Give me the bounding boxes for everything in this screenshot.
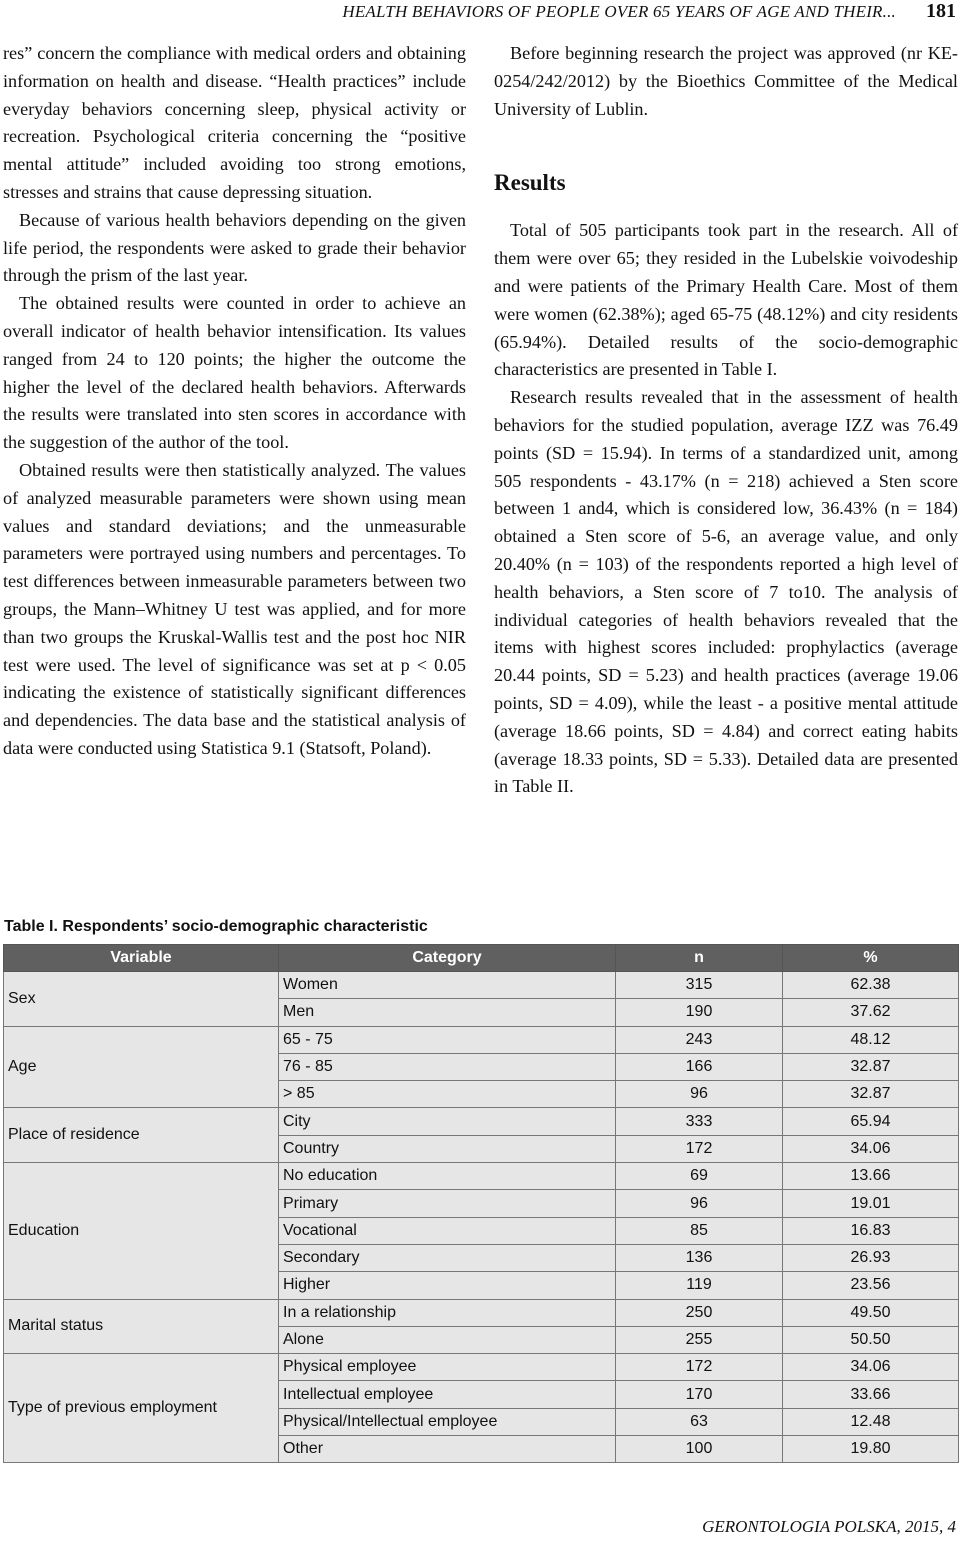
percent-cell: 37.62 <box>783 999 959 1026</box>
right-column <box>494 40 958 801</box>
column-header-category: Category <box>279 945 616 972</box>
n-cell: 96 <box>616 1081 783 1108</box>
table-caption: Table I. Respondents’ socio-demographic characteristic <box>4 918 428 935</box>
paragraph: Before beginning research the project was approved (nr KE-0254/242/2012) by the Bioethics Committee of the Medical University of Lublin. <box>494 43 958 119</box>
table-header-row <box>4 945 959 972</box>
variable-cell: Place of residence <box>4 1108 279 1163</box>
table-row <box>4 1354 959 1381</box>
table-row <box>4 1026 959 1053</box>
n-cell: 333 <box>616 1108 783 1135</box>
category-cell: Intellectual employee <box>279 1381 616 1408</box>
column-header-percent: % <box>783 945 959 972</box>
category-cell: Physical employee <box>279 1354 616 1381</box>
percent-cell: 48.12 <box>783 1026 959 1053</box>
section-heading-results: Results <box>494 170 566 196</box>
n-cell: 172 <box>616 1135 783 1162</box>
category-cell: Primary <box>279 1190 616 1217</box>
paragraph: Obtained results were then statistically analyzed. The values of analyzed measurable parameters were shown using mean values and standard deviations; and the unmeasurable parameters were portrayed using numbers and percentages. To test differences between inmeasurable parameters between two groups, the Mann–Whitney U test was applied, and for more than two groups the Kruskal-Wallis test and the post hoc NIR test were used. The level of significance was set at p < 0.05 indicating the existence of statistically significant differences and dependencies. The data base and the statistical analysis of data were conducted using Statistica 9.1 (Statsoft, Poland). <box>3 459 466 758</box>
n-cell: 255 <box>616 1326 783 1353</box>
percent-cell: 62.38 <box>783 972 959 999</box>
paragraph: Total of 505 participants took part in the research. All of them were over 65; they resided in the Lubelskie voivodeship and were patients of the Primary Health Care. Most of them were women (62.38%); aged 65-75 (48.12%) and city residents (65.94%). Detailed results of the socio-demographic characteristics are presented in Table I. <box>494 220 958 380</box>
paragraph: The obtained results were counted in order to achieve an overall indicator of health behavior intensification. Its values ranged from 24 to 120 points; the higher the outcome the higher the level of the declared health behaviors. Afterwards the results were translated into sten scores in accordance with the suggestion of the author of the tool. <box>3 293 466 453</box>
n-cell: 315 <box>616 972 783 999</box>
variable-cell: Age <box>4 1026 279 1108</box>
percent-cell: 23.56 <box>783 1272 959 1299</box>
category-cell: 65 - 75 <box>279 1026 616 1053</box>
journal-footer: GERONTOLOGIA POLSKA, 2015, 4 <box>702 1517 956 1536</box>
category-cell: Vocational <box>279 1217 616 1244</box>
n-cell: 85 <box>616 1217 783 1244</box>
variable-cell: Marital status <box>4 1299 279 1354</box>
variable-cell: Sex <box>4 972 279 1027</box>
n-cell: 119 <box>616 1272 783 1299</box>
category-cell: Country <box>279 1135 616 1162</box>
table-row <box>4 1299 959 1326</box>
category-cell: No education <box>279 1163 616 1190</box>
column-header-variable: Variable <box>4 945 279 972</box>
page-header <box>0 0 960 30</box>
percent-cell: 19.01 <box>783 1190 959 1217</box>
percent-cell: 16.83 <box>783 1217 959 1244</box>
category-cell: 76 - 85 <box>279 1053 616 1080</box>
category-cell: In a relationship <box>279 1299 616 1326</box>
category-cell: Women <box>279 972 616 999</box>
percent-cell: 49.50 <box>783 1299 959 1326</box>
category-cell: > 85 <box>279 1081 616 1108</box>
category-cell: Secondary <box>279 1244 616 1271</box>
percent-cell: 32.87 <box>783 1081 959 1108</box>
variable-cell: Type of previous employment <box>4 1354 279 1463</box>
category-cell: Higher <box>279 1272 616 1299</box>
table-row <box>4 1108 959 1135</box>
category-cell: Men <box>279 999 616 1026</box>
n-cell: 170 <box>616 1381 783 1408</box>
left-column <box>3 40 466 763</box>
percent-cell: 34.06 <box>783 1354 959 1381</box>
table-row <box>4 1163 959 1190</box>
percent-cell: 19.80 <box>783 1436 959 1463</box>
n-cell: 69 <box>616 1163 783 1190</box>
n-cell: 100 <box>616 1436 783 1463</box>
n-cell: 172 <box>616 1354 783 1381</box>
n-cell: 63 <box>616 1408 783 1435</box>
n-cell: 96 <box>616 1190 783 1217</box>
table-row <box>4 972 959 999</box>
n-cell: 166 <box>616 1053 783 1080</box>
percent-cell: 13.66 <box>783 1163 959 1190</box>
percent-cell: 65.94 <box>783 1108 959 1135</box>
n-cell: 136 <box>616 1244 783 1271</box>
category-cell: Alone <box>279 1326 616 1353</box>
paragraph: res” concern the compliance with medical orders and obtaining information on health and disease. “Health practices” include everyday behaviors concerning sleep, physical activity or recreation. Psychological criteria concerning the “positive mental attitude” included avoiding too strong emotions, stresses and strains that cause depressing situation. <box>3 43 466 202</box>
paragraph: Because of various health behaviors depending on the given life period, the respondents were asked to grade their behavior through the prism of the last year. <box>3 209 466 286</box>
running-title: HEALTH BEHAVIORS OF PEOPLE OVER 65 YEARS OF AGE AND THEIR... <box>342 2 896 21</box>
n-cell: 250 <box>616 1299 783 1326</box>
category-cell: City <box>279 1108 616 1135</box>
n-cell: 190 <box>616 999 783 1026</box>
percent-cell: 12.48 <box>783 1408 959 1435</box>
paragraph: Research results revealed that in the assessment of health behaviors for the studied population, average IZZ was 76.49 points (SD = 15.94). In terms of a standardized unit, among 505 respondents - 43.17% (n = 218) achieved a Sten score between 1 and4, which is considered low, 36.43% (n = 184) obtained a Sten score of 5-6, an average value, and only 20.40% (n = 103) of the respondents reported a high level of health behaviors, a Sten score of 7 to10. The analysis of individual categories of health behaviors revealed that the items with highest scores included: prophylactics (average 20.44 points, SD = 5.23) and health practices (average 19.06 points, SD = 4.09), while the least - a positive mental attitude (average 18.66 points, SD = 4.84) and correct eating habits (average 18.33 points, SD = 5.33). Detailed data are presented in Table II. <box>494 387 958 797</box>
category-cell: Other <box>279 1436 616 1463</box>
percent-cell: 33.66 <box>783 1381 959 1408</box>
demographics-table <box>3 944 959 1463</box>
column-header-n: n <box>616 945 783 972</box>
n-cell: 243 <box>616 1026 783 1053</box>
category-cell: Physical/Intellectual employee <box>279 1408 616 1435</box>
percent-cell: 26.93 <box>783 1244 959 1271</box>
percent-cell: 34.06 <box>783 1135 959 1162</box>
variable-cell: Education <box>4 1163 279 1299</box>
percent-cell: 32.87 <box>783 1053 959 1080</box>
percent-cell: 50.50 <box>783 1326 959 1353</box>
page-number: 181 <box>926 0 956 22</box>
